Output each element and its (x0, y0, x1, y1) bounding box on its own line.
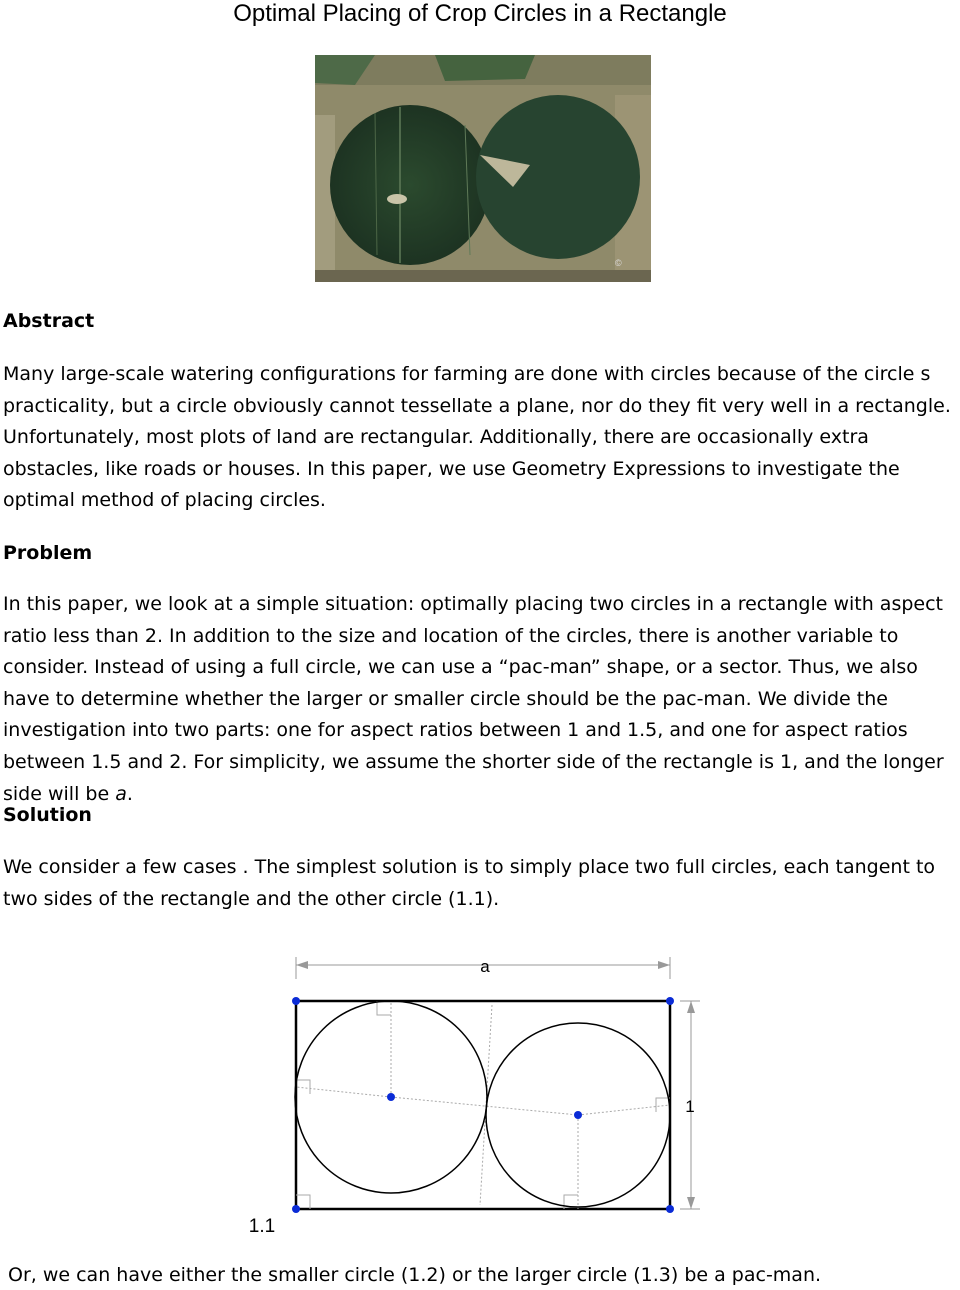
solution-heading: Solution (3, 804, 92, 826)
rectangle (296, 1001, 670, 1209)
vertex-points (292, 997, 674, 1213)
problem-heading: Problem (3, 542, 93, 564)
problem-text-end: . (126, 782, 133, 805)
construction-lines (296, 1001, 670, 1209)
right-angle-marks (296, 1001, 670, 1209)
closing-text: Or, we can have either the smaller circle (1.2) or the larger circle (1.3) be a pac-man. (8, 1264, 822, 1286)
figure-caption: 1.1 (248, 1216, 276, 1237)
abstract-heading: Abstract (3, 310, 95, 332)
solution-text: We consider a few cases . The simplest solution is to simply place two full circles, each tangent to two sides of the rectangle and the other circle (1.1). (3, 856, 936, 910)
variable-a: a (115, 782, 127, 805)
crop-circle-aerial-photo (315, 55, 651, 282)
problem-text (3, 589, 959, 810)
abstract-text: Many large-scale watering configurations for farming are done with circles because of the circle s practicality, but a circle obviously cannot tessellate a plane, nor do they fit very well in a rectangle. Unfortunately, most plots of land are rectangular. Additionally, there are occasionally extra obstacles, like roads or houses. In this paper, we use Geometry Expressions to investigate the optimal method of placing circles. (3, 363, 951, 512)
problem-text-body: In this paper, we look at a simple situation: optimally placing two circles in a rectangle with aspect ratio less than 2. In addition to the size and location of the circles, there is another variable to consider. Instead of using a full circle, we can use a “pac-man” shape, or a sector. Thus, we also have to determine whether the larger or smaller circle should be the pac-man. We divide the investigation into two parts: one for aspect ratios between 1 and 1.5, and one for aspect ratios between 1.5 and 2. For simplicity, we assume the shorter side of the rectangle is 1, and the longer side will be (3, 593, 944, 805)
svg-text:©: © (615, 258, 622, 268)
page-title: Optimal Placing of Crop Circles in a Rectangle (233, 0, 727, 27)
figure-two-circles (240, 945, 720, 1245)
label-a: a (480, 957, 490, 976)
label-1: 1 (685, 1097, 695, 1116)
